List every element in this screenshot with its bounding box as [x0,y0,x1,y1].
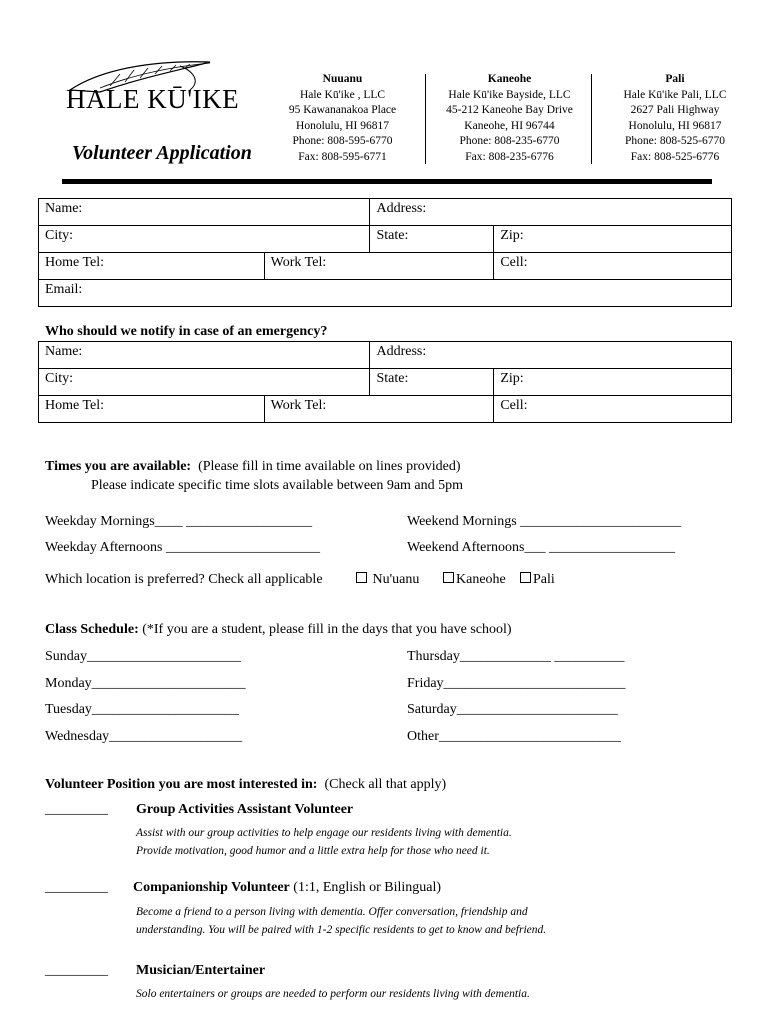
description-line: Provide motivation, good humor and a little extra help for those who need it. [136,845,490,857]
weekend-mornings-field[interactable]: Weekend Mornings _______________________ [407,514,682,529]
emergency-address-field[interactable]: Address: [370,342,732,369]
location-line: Phone: 808-235-6770 [459,135,560,147]
location-question: Which location is preferred? Check all applicable [45,572,323,587]
description-line: Become a friend to a person living with dementia. Offer conversation, friendship and [136,906,528,918]
position-title-line [133,880,441,896]
other-field[interactable]: Other__________________________ [407,729,621,744]
position-title: Companionship Volunteer [133,880,290,895]
sunday-field[interactable]: Sunday______________________ [45,649,241,664]
location-name: Nuuanu [322,73,363,85]
location-line: Phone: 808-525-6770 [625,135,725,147]
positions-note: (Check all that apply) [324,777,447,792]
logo-text: HALE KŪ'IKE [66,84,240,114]
header-rule [62,179,712,184]
position-checkline[interactable]: _________ [45,963,108,978]
city-field[interactable]: City: [39,226,370,253]
zip-field[interactable]: Zip: [494,226,732,253]
home-tel-field[interactable]: Home Tel: [39,253,265,280]
location-pali [610,72,740,165]
location-line: Hale Kū'ike , LLC [299,88,386,101]
form-title: Volunteer Application [72,142,252,164]
cell-field[interactable]: Cell: [494,253,732,280]
emergency-city-field[interactable]: City: [39,369,370,396]
location-line: Hale Kū'ike Pali, LLC [623,88,727,101]
description-line: understanding. You will be paired with 1-2 specific residents to get to know and befriend. [136,924,547,936]
location-kaneohe [437,72,582,165]
schedule-note: (*If you are a student, please fill in the days that you have school) [142,622,512,637]
location-option-label: Kaneohe [456,572,506,587]
description-line: Assist with our group activities to help engage our residents living with dementia. [136,827,512,839]
email-field[interactable]: Email: [39,280,732,307]
positions-heading-line [45,777,446,793]
location-option-pali[interactable] [520,572,555,588]
availability-subnote: Please indicate specific time slots available between 9am and 5pm [91,478,464,493]
location-option-label: Pali [533,572,555,587]
location-line: 45-212 Kaneohe Bay Drive [446,104,573,116]
location-line: Phone: 808-595-6770 [292,135,393,147]
emergency-home-tel-field[interactable]: Home Tel: [39,396,265,423]
availability-note: (Please fill in time available on lines provided) [198,459,461,474]
location-line: Fax: 808-595-6771 [298,150,387,163]
weekday-mornings-field[interactable]: Weekday Mornings____ __________________ [45,514,313,529]
monday-field[interactable]: Monday______________________ [45,676,246,691]
checkbox-icon[interactable] [443,572,454,583]
availability-heading: Times you are available: [45,459,192,474]
positions-heading: Volunteer Position you are most interested in: [45,777,318,792]
address-field[interactable]: Address: [370,199,732,226]
location-line: Fax: 808-235-6776 [465,150,554,163]
checkbox-icon[interactable] [520,572,531,583]
position-title: Group Activities Assistant Volunteer [136,802,354,817]
emergency-heading: Who should we notify in case of an emergency? [45,324,328,339]
location-line: 2627 Pali Highway [630,104,720,116]
location-option-nuuanu[interactable] [356,572,419,588]
weekend-afternoons-field[interactable]: Weekend Afternoons___ __________________ [407,540,675,555]
description-line: Solo entertainers or groups are needed to perform our residents living with dementia. [136,988,530,1000]
name-field[interactable]: Name: [39,199,370,226]
location-line: 95 Kawananakoa Place [288,104,397,116]
position-title: Musician/Entertainer [136,963,266,978]
location-line: Kaneohe, HI 96744 [464,119,555,132]
position-checkline[interactable]: _________ [45,880,108,895]
friday-field[interactable]: Friday__________________________ [407,676,626,691]
emergency-work-tel-field[interactable]: Work Tel: [264,396,494,423]
position-description [136,903,546,939]
location-option-kaneohe[interactable] [443,572,506,588]
location-divider [591,74,592,164]
location-name: Kaneohe [487,73,532,85]
weekday-afternoons-field[interactable]: Weekday Afternoons ______________________ [45,540,320,555]
location-divider [425,74,426,164]
wednesday-field[interactable]: Wednesday___________________ [45,729,243,744]
position-description [136,824,512,860]
saturday-field[interactable]: Saturday_______________________ [407,702,618,717]
emergency-table [38,341,732,423]
location-line: Honolulu, HI 96817 [296,119,389,132]
emergency-name-field[interactable]: Name: [39,342,370,369]
emergency-zip-field[interactable]: Zip: [494,369,732,396]
availability-heading-line [45,459,461,475]
location-line: Honolulu, HI 96817 [628,119,722,132]
tuesday-field[interactable]: Tuesday_____________________ [45,702,239,717]
location-line: Hale Kū'ike Bayside, LLC [448,88,571,101]
work-tel-field[interactable]: Work Tel: [264,253,494,280]
thursday-field[interactable]: Thursday_____________ __________ [407,649,625,664]
location-option-label: Nu'uanu [372,572,420,587]
emergency-state-field[interactable]: State: [370,369,494,396]
position-note: (1:1, English or Bilingual) [293,880,442,895]
schedule-heading: Class Schedule: [45,622,139,637]
position-checkline[interactable]: _________ [45,802,108,817]
schedule-heading-line [45,622,512,638]
emergency-cell-field[interactable]: Cell: [494,396,732,423]
applicant-table [38,198,732,307]
state-field[interactable]: State: [370,226,494,253]
location-name: Pali [665,73,685,85]
position-description [136,985,530,1003]
checkbox-icon[interactable] [356,572,367,583]
location-nuuanu [280,72,405,165]
location-line: Fax: 808-525-6776 [630,150,720,163]
